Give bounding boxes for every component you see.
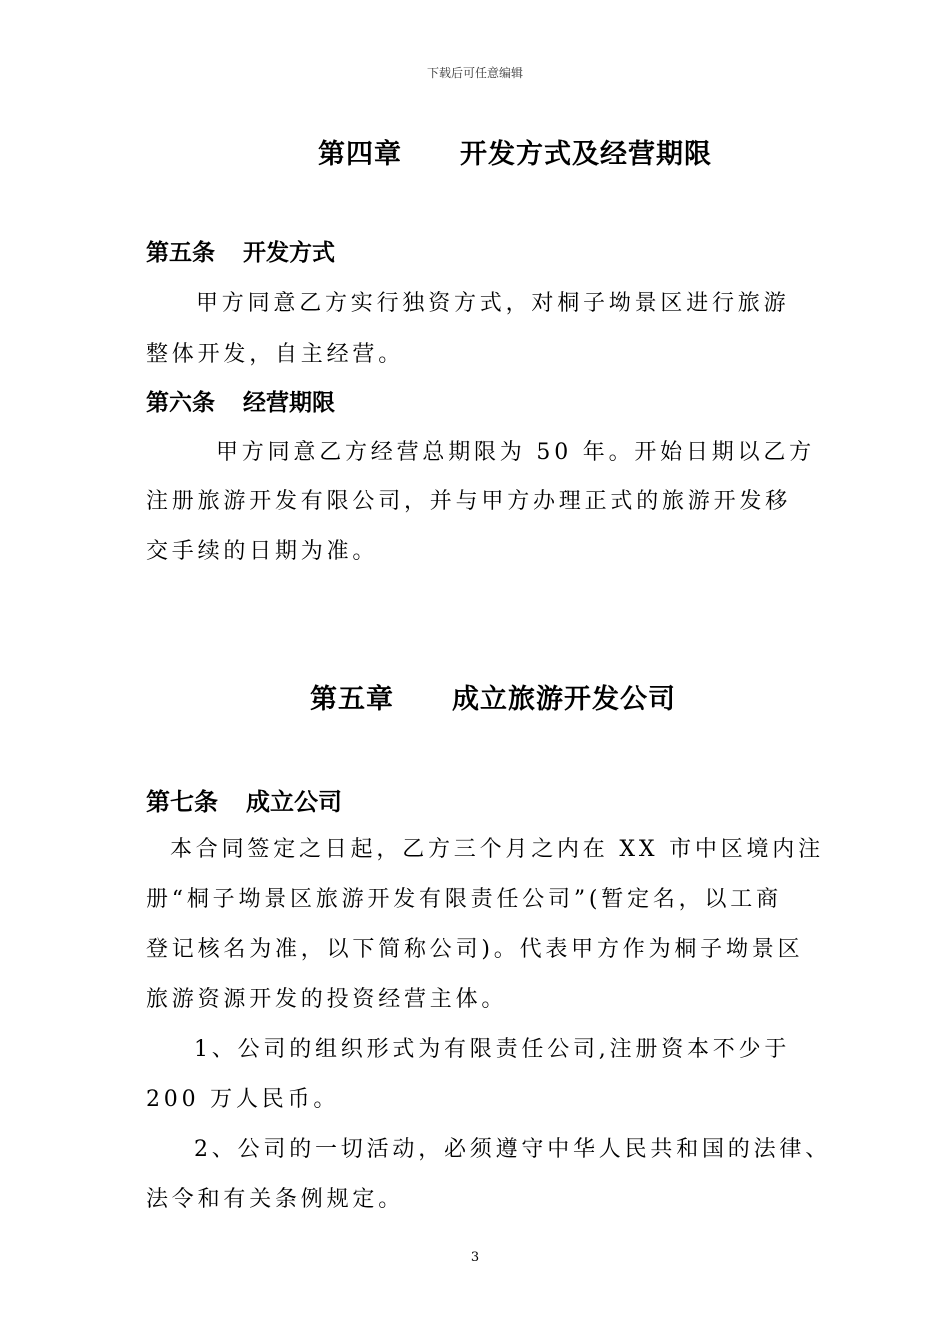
- page-number: 3: [470, 1250, 480, 1265]
- article-7-line-2: 册“桐子坳景区旅游开发有限责任公司”(暂定名，以工商: [146, 887, 782, 912]
- article-6-heading: [146, 384, 335, 417]
- article-7-item-1-line-1: 1、公司的组织形式为有限责任公司,注册资本不少于: [194, 1037, 791, 1062]
- article-6-line-2: 注册旅游开发有限公司，并与甲方办理正式的旅游开发移: [146, 489, 792, 514]
- article-7-line-1: 本合同签定之日起，乙方三个月之内在 XX 市中区境内注: [170, 837, 824, 862]
- article-5-line-1: 甲方同意乙方实行独资方式，对桐子坳景区进行旅游: [196, 291, 790, 316]
- article-7-item-1-line-2: 200 万人民币。: [146, 1087, 340, 1112]
- article-7-line-3: 登记核名为准，以下简称公司)。代表甲方作为桐子坳景区: [146, 937, 804, 962]
- chapter-4-title: 开发方式及经营期限: [460, 139, 712, 170]
- chapter-5-title: 成立旅游开发公司: [452, 684, 676, 715]
- chapter-4-heading: [318, 132, 712, 171]
- article-6-line-1: 甲方同意乙方经营总期限为 50 年。开始日期以乙方: [216, 440, 815, 465]
- article-5-heading: [146, 234, 335, 267]
- article-7-item-2-line-1: 2、公司的一切活动，必须遵守中华人民共和国的法律、: [194, 1137, 831, 1162]
- header-note: 下载后可任意编辑: [426, 66, 523, 80]
- article-7-item-2-line-2: 法令和有关条例规定。: [146, 1187, 405, 1212]
- article-6-title: 经营期限: [243, 390, 335, 416]
- article-7-heading: [146, 782, 342, 817]
- chapter-4-number: 第四章: [318, 139, 402, 170]
- article-7-number: 第七条: [146, 788, 218, 816]
- article-7-line-4: 旅游资源开发的投资经营主体。: [146, 987, 508, 1012]
- chapter-5-heading: [310, 677, 676, 716]
- article-5-number: 第五条: [146, 240, 215, 266]
- article-7-title: 成立公司: [246, 788, 342, 816]
- article-5-line-2: 整体开发，自主经营。: [146, 342, 405, 367]
- article-5-title: 开发方式: [243, 240, 335, 266]
- article-6-line-3: 交手续的日期为准。: [146, 539, 379, 564]
- chapter-5-number: 第五章: [310, 684, 394, 715]
- article-6-number: 第六条: [146, 390, 215, 416]
